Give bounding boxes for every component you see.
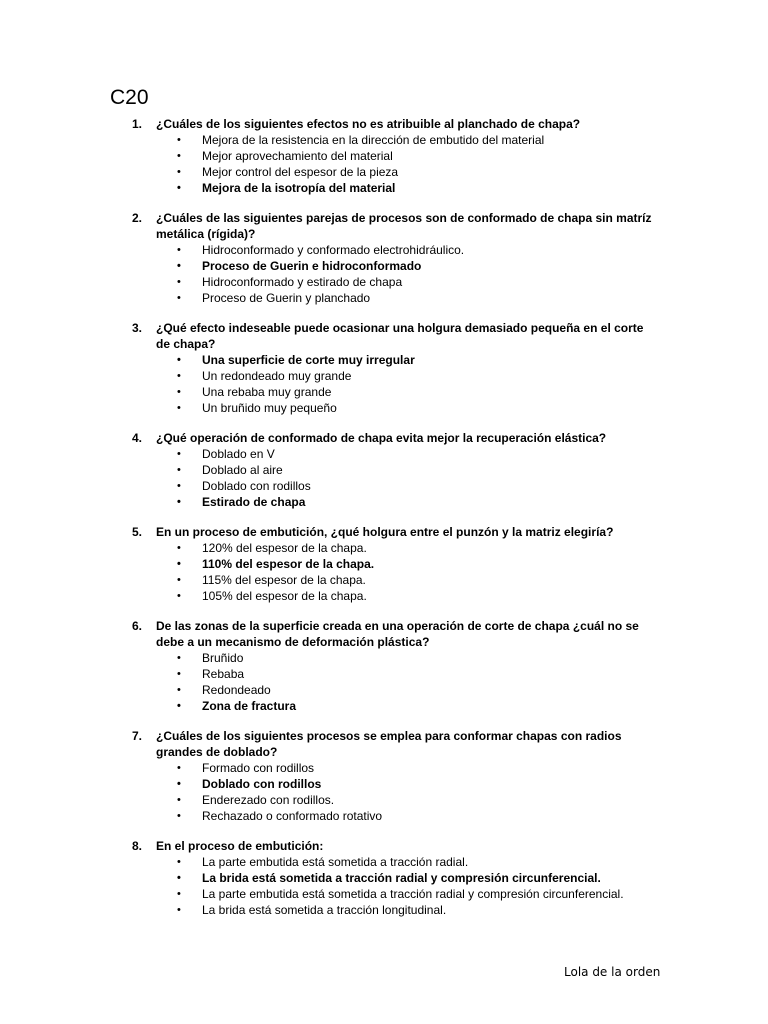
bullet-icon: • bbox=[177, 668, 181, 680]
question-heading bbox=[0, 320, 768, 352]
bullet-icon: • bbox=[177, 292, 181, 304]
bullet-icon: • bbox=[177, 134, 181, 146]
option-text: Mejora de la resistencia en la dirección de embutido del material bbox=[202, 133, 545, 147]
option-text: Enderezado con rodillos. bbox=[202, 793, 335, 807]
option-text: Rechazado o conformado rotativo bbox=[202, 809, 383, 823]
option-text: La parte embutida está sometida a tracción radial y compresión circunferencial. bbox=[202, 887, 624, 901]
option-item bbox=[0, 164, 768, 180]
question-heading bbox=[0, 838, 768, 854]
option-item bbox=[0, 886, 768, 902]
option-text: 120% del espesor de la chapa. bbox=[202, 541, 367, 555]
question-item bbox=[0, 728, 768, 824]
option-item bbox=[0, 760, 768, 776]
bullet-icon: • bbox=[177, 244, 181, 256]
question-text: ¿Qué operación de conformado de chapa evita mejor la recuperación elástica? bbox=[156, 431, 607, 445]
option-item bbox=[0, 540, 768, 556]
option-list bbox=[0, 352, 768, 416]
question-heading bbox=[0, 430, 768, 446]
bullet-icon: • bbox=[177, 904, 181, 916]
option-text: Rebaba bbox=[202, 667, 245, 681]
option-list bbox=[0, 854, 768, 918]
option-item bbox=[0, 666, 768, 682]
bullet-icon: • bbox=[177, 150, 181, 162]
option-item-correct bbox=[0, 258, 768, 274]
bullet-icon: • bbox=[177, 574, 181, 586]
question-heading bbox=[0, 618, 768, 650]
bullet-icon: • bbox=[177, 794, 181, 806]
option-list bbox=[0, 242, 768, 306]
option-item bbox=[0, 682, 768, 698]
option-item bbox=[0, 148, 768, 164]
option-text: Hidroconformado y estirado de chapa bbox=[202, 275, 403, 289]
bullet-icon: • bbox=[177, 182, 181, 194]
option-item bbox=[0, 478, 768, 494]
question-text: ¿Qué efecto indeseable puede ocasionar una holgura demasiado pequeña en el corte de chapa? bbox=[156, 321, 644, 351]
bullet-icon: • bbox=[177, 354, 181, 366]
option-text: La brida está sometida a tracción radial y compresión circunferencial. bbox=[202, 871, 601, 885]
bullet-icon: • bbox=[177, 402, 181, 414]
bullet-icon: • bbox=[177, 448, 181, 460]
question-number: 6. bbox=[132, 619, 143, 633]
option-text: 105% del espesor de la chapa. bbox=[202, 589, 367, 603]
question-number: 4. bbox=[132, 431, 143, 445]
option-item bbox=[0, 588, 768, 604]
option-text: 110% del espesor de la chapa. bbox=[202, 557, 375, 571]
question-item bbox=[0, 210, 768, 306]
footer-author: Lola de la orden bbox=[564, 965, 661, 979]
option-item-correct bbox=[0, 776, 768, 792]
bullet-icon: • bbox=[177, 370, 181, 382]
question-item bbox=[0, 430, 768, 510]
question-number: 3. bbox=[132, 321, 143, 335]
question-text: En el proceso de embutición: bbox=[156, 839, 324, 853]
option-list bbox=[0, 760, 768, 824]
question-number: 8. bbox=[132, 839, 143, 853]
option-text: La parte embutida está sometida a tracción radial. bbox=[202, 855, 469, 869]
question-item bbox=[0, 618, 768, 714]
option-item-correct bbox=[0, 870, 768, 886]
option-text: Formado con rodillos bbox=[202, 761, 315, 775]
option-text: Proceso de Guerin e hidroconformado bbox=[202, 259, 422, 273]
bullet-icon: • bbox=[177, 542, 181, 554]
option-list bbox=[0, 540, 768, 604]
option-item-correct bbox=[0, 494, 768, 510]
option-text: Un bruñido muy pequeño bbox=[202, 401, 337, 415]
bullet-icon: • bbox=[177, 260, 181, 272]
question-item bbox=[0, 838, 768, 918]
question-text: ¿Cuáles de los siguientes efectos no es atribuible al planchado de chapa? bbox=[156, 117, 581, 131]
option-item bbox=[0, 462, 768, 478]
option-text: Estirado de chapa bbox=[202, 495, 306, 509]
option-text: Una superficie de corte muy irregular bbox=[202, 353, 415, 367]
question-number: 5. bbox=[132, 525, 143, 539]
bullet-icon: • bbox=[177, 166, 181, 178]
bullet-icon: • bbox=[177, 778, 181, 790]
bullet-icon: • bbox=[177, 590, 181, 602]
bullet-icon: • bbox=[177, 496, 181, 508]
option-item bbox=[0, 572, 768, 588]
question-text: De las zonas de la superficie creada en una operación de corte de chapa ¿cuál no se debe a un mecanismo de deformación plástica? bbox=[156, 619, 639, 649]
option-list bbox=[0, 650, 768, 714]
bullet-icon: • bbox=[177, 684, 181, 696]
question-item bbox=[0, 320, 768, 416]
question-list bbox=[0, 116, 768, 932]
option-text: Mejor aprovechamiento del material bbox=[202, 149, 393, 163]
page-title: C20 bbox=[110, 86, 149, 109]
option-text: Doblado al aire bbox=[202, 463, 283, 477]
bullet-icon: • bbox=[177, 464, 181, 476]
option-item bbox=[0, 274, 768, 290]
option-item bbox=[0, 400, 768, 416]
question-text: ¿Cuáles de las siguientes parejas de procesos son de conformado de chapa sin matríz metálica (rígida)? bbox=[156, 211, 652, 241]
option-text: Doblado con rodillos bbox=[202, 777, 322, 791]
option-item bbox=[0, 808, 768, 824]
question-text: ¿Cuáles de los siguientes procesos se emplea para conformar chapas con radios grandes de doblado? bbox=[156, 729, 622, 759]
bullet-icon: • bbox=[177, 386, 181, 398]
option-item-correct bbox=[0, 698, 768, 714]
option-item bbox=[0, 854, 768, 870]
option-item bbox=[0, 368, 768, 384]
option-item bbox=[0, 290, 768, 306]
option-item bbox=[0, 792, 768, 808]
option-item-correct bbox=[0, 556, 768, 572]
question-number: 7. bbox=[132, 729, 143, 743]
option-item bbox=[0, 650, 768, 666]
option-item bbox=[0, 132, 768, 148]
question-number: 1. bbox=[132, 117, 143, 131]
option-text: Hidroconformado y conformado electrohidráulico. bbox=[202, 243, 465, 257]
bullet-icon: • bbox=[177, 276, 181, 288]
question-heading bbox=[0, 116, 768, 132]
question-heading bbox=[0, 210, 768, 242]
question-item bbox=[0, 116, 768, 196]
bullet-icon: • bbox=[177, 872, 181, 884]
option-item bbox=[0, 242, 768, 258]
bullet-icon: • bbox=[177, 480, 181, 492]
option-item bbox=[0, 384, 768, 400]
bullet-icon: • bbox=[177, 762, 181, 774]
option-text: Doblado en V bbox=[202, 447, 275, 461]
question-heading bbox=[0, 728, 768, 760]
bullet-icon: • bbox=[177, 856, 181, 868]
option-item-correct bbox=[0, 180, 768, 196]
option-text: Mejor control del espesor de la pieza bbox=[202, 165, 399, 179]
bullet-icon: • bbox=[177, 558, 181, 570]
option-text: Proceso de Guerin y planchado bbox=[202, 291, 371, 305]
question-item bbox=[0, 524, 768, 604]
option-text: Una rebaba muy grande bbox=[202, 385, 332, 399]
option-item bbox=[0, 902, 768, 918]
option-text: Doblado con rodillos bbox=[202, 479, 311, 493]
option-text: Bruñido bbox=[202, 651, 244, 665]
option-text: Un redondeado muy grande bbox=[202, 369, 352, 383]
option-text: Redondeado bbox=[202, 683, 271, 697]
option-text: 115% del espesor de la chapa. bbox=[202, 573, 366, 587]
bullet-icon: • bbox=[177, 652, 181, 664]
bullet-icon: • bbox=[177, 810, 181, 822]
option-item-correct bbox=[0, 352, 768, 368]
option-text: Zona de fractura bbox=[202, 699, 297, 713]
option-text: Mejora de la isotropía del material bbox=[202, 181, 396, 195]
question-number: 2. bbox=[132, 211, 143, 225]
option-list bbox=[0, 132, 768, 196]
question-heading bbox=[0, 524, 768, 540]
question-text: En un proceso de embutición, ¿qué holgura entre el punzón y la matriz elegiría? bbox=[156, 525, 614, 539]
option-list bbox=[0, 446, 768, 510]
bullet-icon: • bbox=[177, 700, 181, 712]
option-text: La brida está sometida a tracción longitudinal. bbox=[202, 903, 447, 917]
option-item bbox=[0, 446, 768, 462]
bullet-icon: • bbox=[177, 888, 181, 900]
